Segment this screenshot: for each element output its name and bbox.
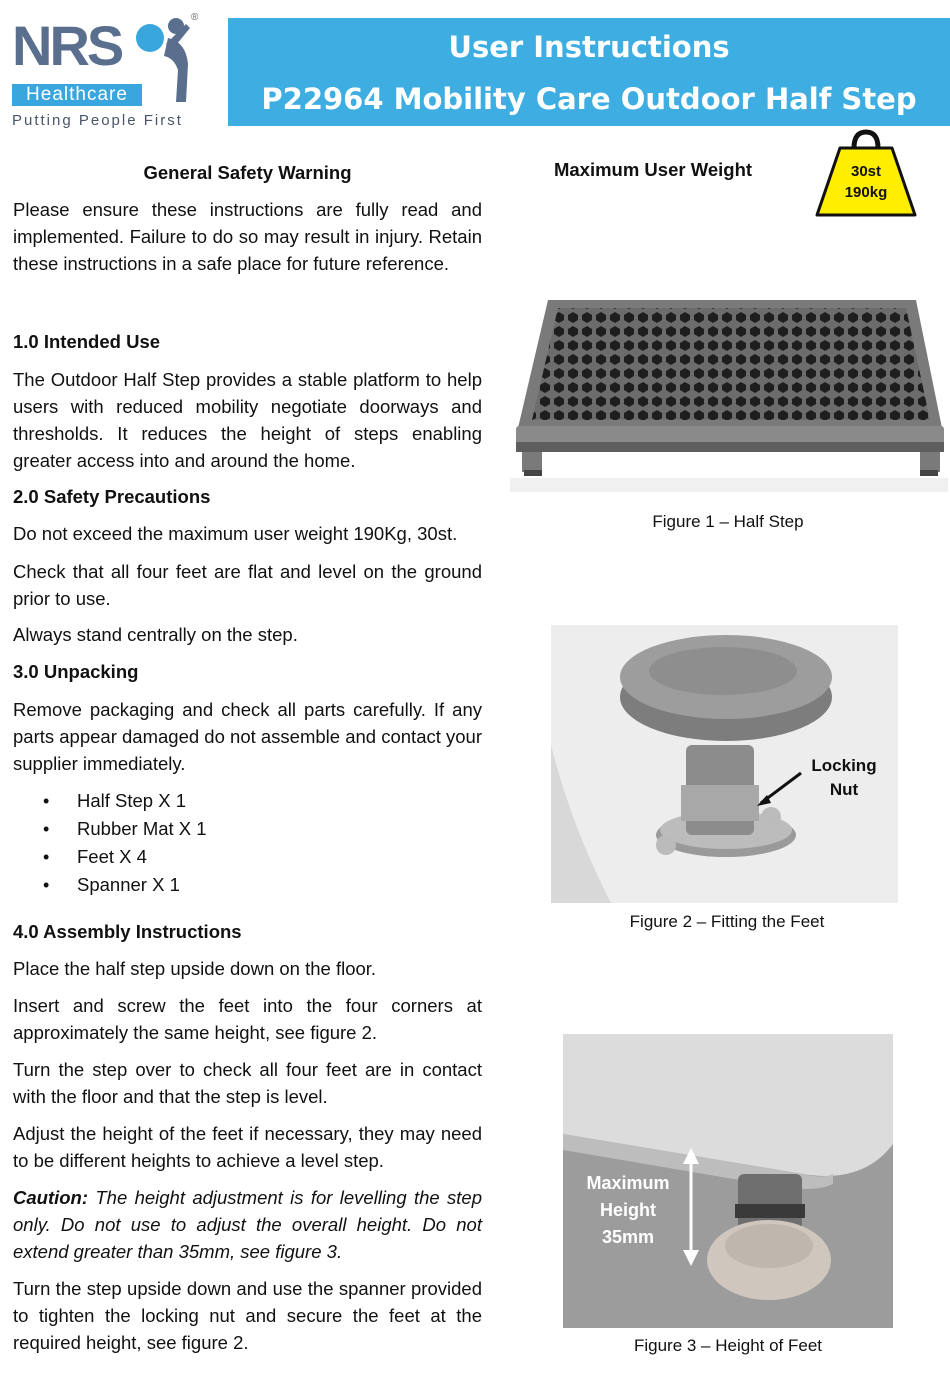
assembly-step-2: Insert and screw the feet into the four corners at approximately the same height, see figure 2. xyxy=(13,995,482,1043)
safety-heading: General Safety Warning xyxy=(143,162,352,183)
unpacking-heading: 3.0 Unpacking xyxy=(13,661,139,682)
weight-badge-kg: 190kg xyxy=(844,184,888,201)
title-banner xyxy=(228,18,950,126)
intended-use-heading: 1.0 Intended Use xyxy=(13,331,161,352)
registered-mark: ® xyxy=(191,12,199,23)
logo-wordmark: NRS xyxy=(12,14,122,77)
brand-logo xyxy=(0,0,220,140)
product-title: P22964 Mobility Care Outdoor Half Step xyxy=(261,82,917,116)
parts-list xyxy=(13,787,482,899)
precautions-heading: 2.0 Safety Precautions xyxy=(13,486,211,507)
locking-nut-label-line2: Nut xyxy=(829,780,859,799)
assembly-step-5: Turn the step upside down and use the spanner provided to tighten the locking nut and secure the feet at the required height, see figure 2. xyxy=(13,1278,482,1353)
precaution-feet: Check that all four feet are flat and level on the ground prior to use. xyxy=(13,561,482,609)
figure-3-caption: Figure 3 – Height of Feet xyxy=(633,1336,823,1355)
weight-badge-stones: 30st xyxy=(850,163,882,180)
unpacking-text: Remove packaging and check all parts carefully. If any parts appear damaged do not assemble and contact your supplier immediately. xyxy=(13,699,482,774)
list-item: • Rubber Mat X 1 xyxy=(13,815,482,843)
document-title: User Instructions xyxy=(448,30,730,64)
logo-subtitle: Healthcare xyxy=(12,84,142,106)
logo-tagline: Putting People First xyxy=(12,112,183,129)
list-item: • Half Step X 1 xyxy=(13,787,482,815)
figure-2-caption: Figure 2 – Fitting the Feet xyxy=(629,912,825,931)
caution-label: Caution: xyxy=(13,1187,89,1208)
figure-1-caption: Figure 1 – Half Step xyxy=(652,512,804,531)
assembly-heading: 4.0 Assembly Instructions xyxy=(13,921,242,942)
precaution-weight: Do not exceed the maximum user weight 190Kg, 30st. xyxy=(13,523,458,544)
caution-text: The height adjustment is for levelling the step only. Do not use to adjust the overall height. Do not extend greater than 35mm, see figure 3. xyxy=(13,1187,482,1262)
max-height-label-line3: 35mm xyxy=(601,1227,655,1247)
max-height-label-line2: Height xyxy=(600,1200,656,1220)
safety-text: Please ensure these instructions are fully read and implemented. Failure to do so may result in injury. Retain these instructions in a safe place for future reference. xyxy=(13,199,482,274)
max-height-label-line1: Maximum xyxy=(586,1173,670,1193)
intended-use-text: The Outdoor Half Step provides a stable platform to help users with reduced mobility negotiate doorways and thresholds. It reduces the height of steps enabling greater access into and around the home. xyxy=(13,369,482,471)
weight-heading: Maximum User Weight xyxy=(553,159,753,180)
list-item: • Feet X 4 xyxy=(13,843,482,871)
list-item: • Spanner X 1 xyxy=(13,871,482,899)
precaution-stand: Always stand centrally on the step. xyxy=(13,624,298,645)
half-step-image xyxy=(510,296,948,492)
assembly-step-4: Adjust the height of the feet if necessary, they may need to be different heights to achieve a level step. xyxy=(13,1123,482,1171)
locking-nut-label-line1: Locking xyxy=(811,756,877,775)
assembly-step-1: Place the half step upside down on the floor. xyxy=(13,958,377,979)
assembly-step-3: Turn the step over to check all four feet are in contact with the floor and that the step is level. xyxy=(13,1059,482,1107)
caution-note xyxy=(13,1184,482,1265)
